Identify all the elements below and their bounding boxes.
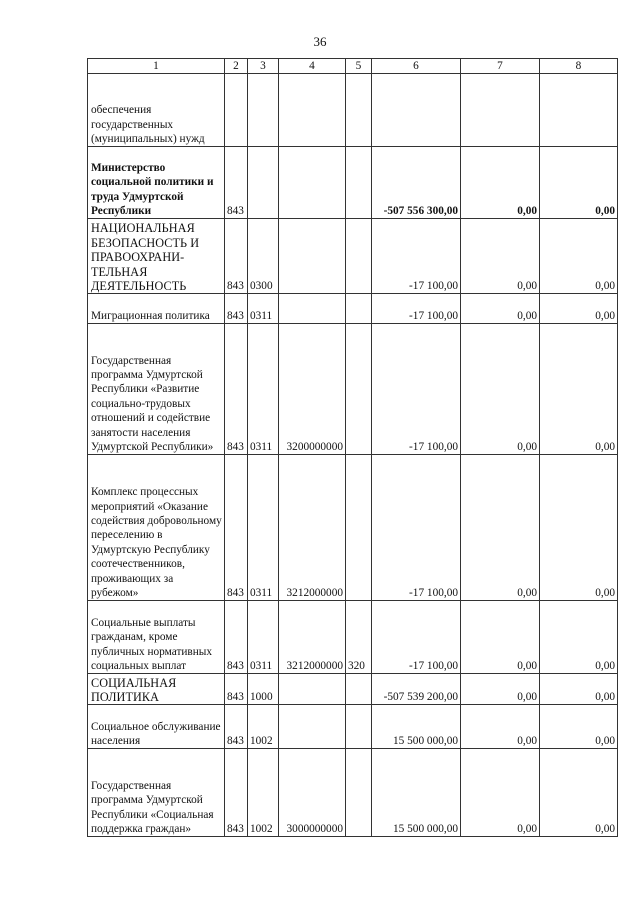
cell-amount-7: 0,00 bbox=[461, 674, 540, 705]
table-row bbox=[88, 455, 618, 601]
cell-section-code: 0311 bbox=[248, 324, 279, 455]
cell-ministry-code: 843 bbox=[225, 674, 248, 705]
row-name: Социальные выплаты гражданам, кроме публичных нормативных социальных выплат bbox=[88, 601, 225, 674]
cell-amount-7: 0,00 bbox=[461, 219, 540, 294]
cell-amount-6: -17 100,00 bbox=[372, 324, 461, 455]
cell-target-code bbox=[279, 147, 346, 219]
cell-amount-8: 0,00 bbox=[540, 749, 618, 837]
cell-amount-8: 0,00 bbox=[540, 324, 618, 455]
cell-amount-7: 0,00 bbox=[461, 601, 540, 674]
row-name: обеспечения государственных (муниципальных) нужд bbox=[88, 74, 225, 147]
cell-amount-8: 0,00 bbox=[540, 455, 618, 601]
cell-ministry-code bbox=[225, 74, 248, 147]
cell-section-code: 1002 bbox=[248, 749, 279, 837]
cell-amount-6: 15 500 000,00 bbox=[372, 705, 461, 749]
cell-section-code: 0311 bbox=[248, 601, 279, 674]
cell-section-code: 0300 bbox=[248, 219, 279, 294]
cell-expense-type: 320 bbox=[346, 601, 372, 674]
row-name: СОЦИАЛЬНАЯ ПОЛИТИКА bbox=[88, 674, 225, 705]
cell-expense-type bbox=[346, 219, 372, 294]
cell-amount-6: -17 100,00 bbox=[372, 455, 461, 601]
cell-expense-type bbox=[346, 455, 372, 601]
cell-amount-6: -507 539 200,00 bbox=[372, 674, 461, 705]
column-header: 6 bbox=[372, 59, 461, 74]
table-row bbox=[88, 749, 618, 837]
table-row bbox=[88, 219, 618, 294]
column-header: 4 bbox=[279, 59, 346, 74]
cell-amount-8: 0,00 bbox=[540, 219, 618, 294]
cell-ministry-code: 843 bbox=[225, 219, 248, 294]
table-row bbox=[88, 674, 618, 705]
cell-target-code bbox=[279, 219, 346, 294]
cell-amount-7: 0,00 bbox=[461, 455, 540, 601]
row-name: Государственная программа Удмуртской Республики «Развитие социально-трудовых отношений и содействие занятости населения Удмуртской Республики» bbox=[88, 324, 225, 455]
cell-amount-8: 0,00 bbox=[540, 705, 618, 749]
column-header: 5 bbox=[346, 59, 372, 74]
cell-ministry-code: 843 bbox=[225, 455, 248, 601]
table-row bbox=[88, 324, 618, 455]
column-header: 2 bbox=[225, 59, 248, 74]
cell-ministry-code: 843 bbox=[225, 147, 248, 219]
table-row bbox=[88, 294, 618, 324]
cell-amount-7: 0,00 bbox=[461, 324, 540, 455]
row-name: Комплекс процессных мероприятий «Оказание содействия добровольному переселению в Удмуртскую Республику соотечественников, проживающих за рубежом» bbox=[88, 455, 225, 601]
row-name: Министерство социальной политики и труда Удмуртской Республики bbox=[88, 147, 225, 219]
cell-target-code bbox=[279, 674, 346, 705]
cell-amount-7 bbox=[461, 74, 540, 147]
cell-section-code bbox=[248, 74, 279, 147]
cell-expense-type bbox=[346, 705, 372, 749]
cell-amount-6 bbox=[372, 74, 461, 147]
row-name: Государственная программа Удмуртской Республики «Социальная поддержка граждан» bbox=[88, 749, 225, 837]
cell-target-code: 3000000000 bbox=[279, 749, 346, 837]
column-header: 3 bbox=[248, 59, 279, 74]
row-name: Миграционная политика bbox=[88, 294, 225, 324]
cell-ministry-code: 843 bbox=[225, 601, 248, 674]
column-header: 1 bbox=[88, 59, 225, 74]
cell-ministry-code: 843 bbox=[225, 294, 248, 324]
cell-target-code: 3200000000 bbox=[279, 324, 346, 455]
cell-amount-8: 0,00 bbox=[540, 601, 618, 674]
table-row bbox=[88, 705, 618, 749]
cell-amount-8: 0,00 bbox=[540, 147, 618, 219]
cell-amount-8: 0,00 bbox=[540, 294, 618, 324]
cell-amount-7: 0,00 bbox=[461, 294, 540, 324]
cell-target-code: 3212000000 bbox=[279, 455, 346, 601]
cell-expense-type bbox=[346, 674, 372, 705]
cell-expense-type bbox=[346, 294, 372, 324]
cell-expense-type bbox=[346, 324, 372, 455]
cell-amount-7: 0,00 bbox=[461, 749, 540, 837]
cell-expense-type bbox=[346, 74, 372, 147]
cell-ministry-code: 843 bbox=[225, 749, 248, 837]
cell-amount-6: -17 100,00 bbox=[372, 219, 461, 294]
cell-section-code: 0311 bbox=[248, 294, 279, 324]
cell-amount-7: 0,00 bbox=[461, 705, 540, 749]
cell-amount-6: -17 100,00 bbox=[372, 601, 461, 674]
cell-section-code: 1002 bbox=[248, 705, 279, 749]
cell-target-code bbox=[279, 74, 346, 147]
cell-ministry-code: 843 bbox=[225, 324, 248, 455]
table-row bbox=[88, 74, 618, 147]
cell-section-code bbox=[248, 147, 279, 219]
cell-target-code bbox=[279, 705, 346, 749]
column-header: 8 bbox=[540, 59, 618, 74]
page-number: 36 bbox=[313, 34, 327, 49]
budget-table bbox=[87, 58, 618, 837]
cell-amount-6: -507 556 300,00 bbox=[372, 147, 461, 219]
cell-amount-6: 15 500 000,00 bbox=[372, 749, 461, 837]
cell-amount-8 bbox=[540, 74, 618, 147]
cell-expense-type bbox=[346, 147, 372, 219]
cell-amount-8: 0,00 bbox=[540, 674, 618, 705]
cell-section-code: 0311 bbox=[248, 455, 279, 601]
table-row bbox=[88, 601, 618, 674]
cell-amount-6: -17 100,00 bbox=[372, 294, 461, 324]
row-name: Социальное обслуживание населения bbox=[88, 705, 225, 749]
cell-section-code: 1000 bbox=[248, 674, 279, 705]
table-row bbox=[88, 147, 618, 219]
cell-target-code bbox=[279, 294, 346, 324]
cell-amount-7: 0,00 bbox=[461, 147, 540, 219]
cell-expense-type bbox=[346, 749, 372, 837]
cell-ministry-code: 843 bbox=[225, 705, 248, 749]
row-name: НАЦИОНАЛЬНАЯ БЕЗОПАСНОСТЬ И ПРАВООХРАНИ-ТЕЛЬНАЯ ДЕЯТЕЛЬНОСТЬ bbox=[88, 219, 225, 294]
table-header-row bbox=[88, 59, 618, 74]
column-header: 7 bbox=[461, 59, 540, 74]
cell-target-code: 3212000000 bbox=[279, 601, 346, 674]
